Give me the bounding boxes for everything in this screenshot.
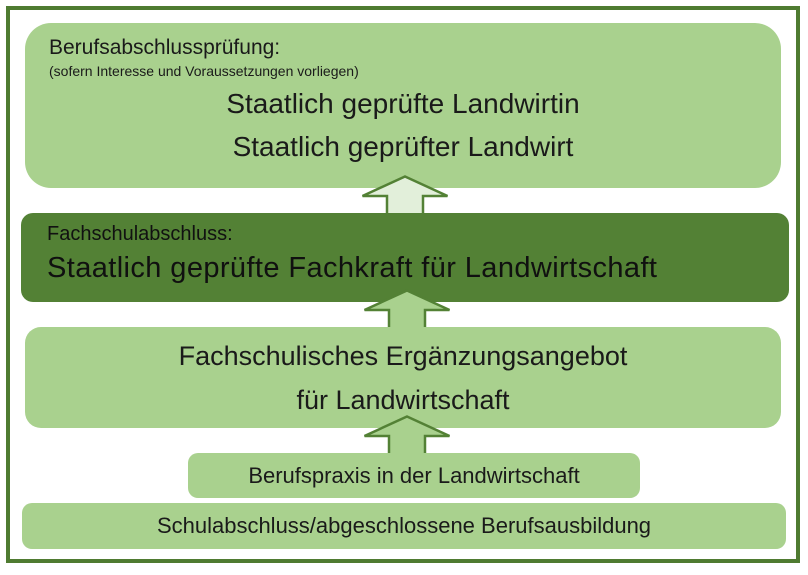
- degree-line-2: Staatlich geprüfter Landwirt: [232, 131, 574, 162]
- ergaenzungsangebot-box: [25, 327, 781, 428]
- berufsabschluss-box: [25, 23, 781, 188]
- schulabschluss-box: [22, 503, 786, 549]
- berufspraxis-box: [188, 453, 640, 498]
- degree-line-1: Staatlich geprüfte Landwirtin: [226, 88, 580, 119]
- box-heading: Berufsabschlussprüfung:: [49, 36, 281, 59]
- box-label: Schulabschluss/abgeschlossene Berufsausbildung: [156, 513, 652, 538]
- box-label: Berufspraxis in der Landwirtschaft: [248, 462, 580, 488]
- box-subheading: (sofern Interesse und Voraussetzungen vorliegen): [49, 63, 359, 79]
- box-line-1: Fachschulisches Ergänzungsangebot: [178, 341, 628, 371]
- degree-line: Staatlich geprüfte Fachkraft für Landwirtschaft: [47, 252, 658, 284]
- box-line-2: für Landwirtschaft: [296, 385, 510, 415]
- box-heading: Fachschulabschluss:: [47, 223, 233, 245]
